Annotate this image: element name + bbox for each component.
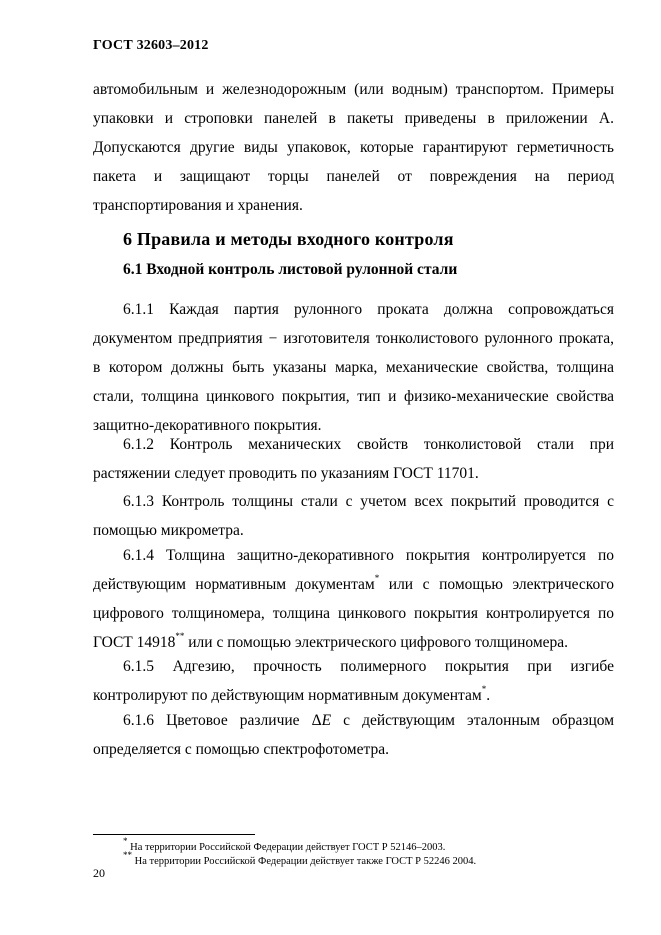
standard-header: ГОСТ 32603–2012 [93, 38, 209, 53]
paragraph-line: 6.1.2 Контроль механических свойств тонколистовой стали при [123, 436, 614, 453]
paragraph-line: 6.1.4 Толщина защитно-декоративного покрытия контролируется по [123, 547, 614, 564]
line-text: . [486, 687, 491, 704]
footnote-text: На территории Российской Федерации действует ГОСТ Р 52146–2003. [127, 842, 446, 853]
clause-6-1-2 [93, 430, 614, 488]
line-text: с действующим эталонным образцом [331, 712, 614, 729]
line-text: 6.1.6 Цветовое различие [123, 712, 312, 729]
paragraph-line: пакета и защищают торцы панелей от повреждения на период [93, 168, 614, 185]
paragraph-line: 6.1.3 Контроль толщины стали с учетом всех покрытий проводится с [123, 493, 614, 510]
paragraph-line: транспортирования и хранения. [93, 197, 303, 214]
paragraph-line: защитно-декоративного покрытия. [93, 417, 322, 434]
line-text: контролируют по действующим нормативным документам [93, 687, 482, 704]
footnote-mark: ** [123, 849, 132, 860]
delta-symbol: Δ [311, 712, 322, 729]
paragraph-line: в котором должны быть указаны марка, механические свойства, толщина [93, 359, 614, 376]
paragraph-line: определяется с помощью спектрофотометра. [93, 741, 389, 758]
intro-paragraph [93, 75, 614, 220]
clause-6-1-5 [93, 652, 614, 710]
paragraph-line: 6.1.5 Адгезию, прочность полимерного покрытия при изгибе [123, 658, 614, 675]
footnote-1 [123, 835, 446, 855]
subsection-title: 6.1 Входной контроль листовой рулонной стали [123, 261, 458, 278]
page-number: 20 [93, 866, 105, 880]
section-title: 6 Правила и методы входного контроля [123, 229, 454, 249]
footnote-ref: * [374, 572, 380, 583]
paragraph-line: цифрового толщиномера, толщина цинкового покрытия контролируется по [93, 605, 614, 622]
paragraph-line [93, 706, 614, 735]
paragraph-line: Допускаются другие виды упаковок, которые гарантируют герметичность [93, 139, 614, 156]
paragraph-line: документом предприятия − изготовителя тонколистового рулонного проката, [93, 330, 614, 347]
paragraph-line: упаковки и строповки панелей в пакеты приведены в приложении А. [93, 110, 614, 127]
footnote-ref: * [481, 683, 487, 694]
footnote-text: На территории Российской Федерации действует также ГОСТ Р 52246 2004. [132, 856, 477, 867]
line-text: или с помощью электрического [379, 576, 614, 593]
paragraph-line: 6.1.1 Каждая партия рулонного проката должна сопровождаться [123, 301, 614, 318]
clause-6-1-6 [93, 706, 614, 764]
footnote-2 [123, 849, 477, 869]
variable-e: E [321, 712, 332, 729]
footnote-mark: * [123, 835, 128, 846]
line-text: действующим нормативным документам [93, 576, 375, 593]
paragraph-line: автомобильным и железнодорожным (или водным) транспортом. Примеры [93, 81, 614, 98]
line-text: ГОСТ 14918 [93, 634, 176, 651]
clause-6-1-3 [93, 487, 614, 545]
paragraph-line: растяжении следует проводить по указаниям ГОСТ 11701. [93, 465, 479, 482]
clause-6-1-1 [93, 295, 614, 440]
footnote-divider [93, 834, 255, 835]
clause-6-1-4 [93, 541, 614, 657]
paragraph-line: помощью микрометра. [93, 522, 244, 539]
line-text: или с помощью электрического цифрового толщиномера. [184, 634, 569, 651]
paragraph-line: стали, толщина цинкового покрытия, тип и физико-механические свойства [93, 388, 614, 405]
paragraph-line [93, 570, 614, 599]
footnote-ref: ** [175, 630, 185, 641]
